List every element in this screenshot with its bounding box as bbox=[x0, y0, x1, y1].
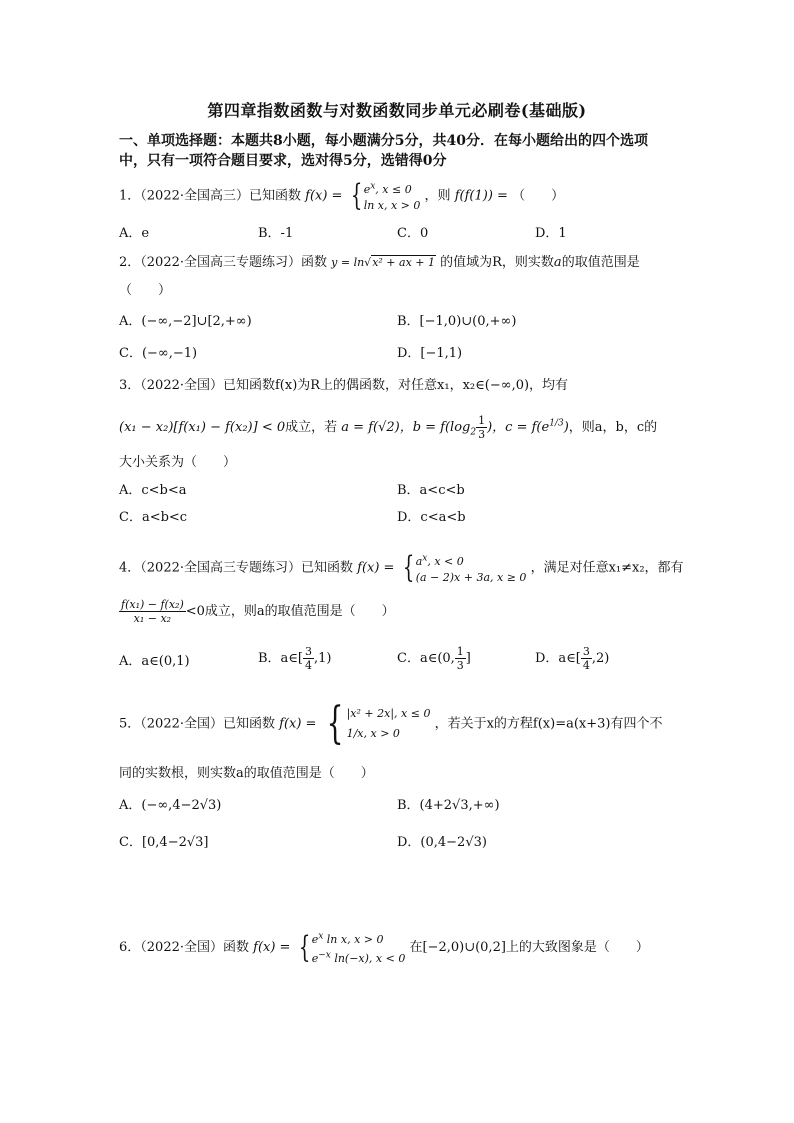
question-2-function: y = ln√x² + ax + 1 bbox=[331, 256, 435, 269]
question-1-option-a[interactable]: A．e bbox=[119, 226, 150, 241]
question-2-option-c[interactable]: C．(−∞,−1) bbox=[119, 346, 198, 361]
question-1-option-c[interactable]: C．0 bbox=[397, 226, 429, 241]
question-3-option-b[interactable]: B．a<c<b bbox=[397, 483, 465, 498]
question-2-prefix: 2．（2022·全国高三专题练习）函数 bbox=[119, 255, 327, 270]
question-4-prefix: 4．（2022·全国高三专题练习）已知函数 bbox=[119, 560, 353, 576]
question-4-stem: 4．（2022·全国高三专题练习）已知函数 f(x) = { $a^x$, x < 0 (a − 2)x + 3a, x ≥ 0 ，满足对任意x₁≠x₂，都有 bbox=[119, 549, 684, 585]
question-3-option-d[interactable]: D．c<a<b bbox=[397, 510, 466, 525]
question-3-line2: (x₁ − x₂)[f(x₁) − f(x₂)] < 0成立，若 a = f(√2)，$b = f(\log_2$ $\frac{1}{3}$ )，$c = f(e^{1/3})$，则a，b，c的 bbox=[119, 414, 658, 441]
question-1-prefix: 1．（2022·全国高三）已知函数 bbox=[119, 188, 301, 204]
question-4-option-b[interactable]: B．a∈[ $\frac{3}{4}$ ,1) bbox=[258, 645, 332, 672]
question-2-option-b[interactable]: B．[−1,0)∪(0,+∞) bbox=[397, 314, 517, 329]
question-5-stem: 5．（2022·全国）已知函数 f(x) = { |x² + 2x|, x ≤ 0 1/x, x > 0 ，若关于x的方程f(x)=a(x+3)有四个不 bbox=[119, 698, 663, 749]
question-1-piecewise: { $e^x$, x ≤ 0 ln x, x > 0 bbox=[350, 177, 421, 213]
question-2-suffix: 的值域为R，则实数 bbox=[440, 255, 554, 270]
question-4-option-a[interactable]: A．a∈(0,1) bbox=[119, 654, 190, 669]
question-4-piecewise: { $a^x$, x < 0 (a − 2)x + 3a, x ≥ 0 bbox=[402, 549, 527, 585]
question-1-option-b[interactable]: B．-1 bbox=[258, 226, 294, 241]
question-5-option-c[interactable]: C．[0,4−2√3] bbox=[119, 835, 209, 850]
question-5-prefix: 5．（2022·全国）已知函数 bbox=[119, 716, 275, 732]
question-6-suffix: 在[−2,0)∪(0,2]上的大致图象是（ ） bbox=[409, 940, 649, 956]
question-1-tail: （ ） bbox=[512, 188, 565, 204]
question-3-option-c[interactable]: C．a<b<c bbox=[119, 510, 188, 525]
section-heading-line2: 中，只有一项符合题目要求，选对得5分，选错得0分 bbox=[119, 153, 447, 169]
question-2-paren: （ ） bbox=[119, 283, 172, 298]
question-1-suffix: ，则 bbox=[424, 188, 451, 204]
question-1-stem: 1．（2022·全国高三）已知函数 f(x) = { $e^x$, x ≤ 0 ln x, x > 0 ，则 f(f(1)) = （ ） bbox=[119, 177, 565, 213]
question-3-line3: 大小关系为（ ） bbox=[119, 455, 237, 470]
question-2-option-d[interactable]: D．[−1,1) bbox=[397, 346, 463, 361]
question-4-line2: $\frac{\text{f(x₁) − f(x₂)}}{\text{x₁ − x₂}}$ <0成立，则a的取值范围是（ ） bbox=[121, 598, 395, 625]
question-2-stem: 2．（2022·全国高三专题练习）函数 y = ln√x² + ax + 1 的值域为R，则实数a的取值范围是 bbox=[119, 255, 640, 270]
question-6-prefix: 6．（2022·全国）函数 bbox=[119, 940, 249, 956]
question-4-option-d[interactable]: D．a∈[ $\frac{3}{4}$ ,2) bbox=[535, 645, 610, 672]
question-2-tail: 的取值范围是 bbox=[561, 255, 640, 270]
question-5-option-b[interactable]: B．(4+2√3,+∞) bbox=[397, 798, 500, 813]
question-1-function: f(x) = bbox=[305, 188, 343, 204]
section-heading-line1: 一、单项选择题：本题共8小题，每小题满分5分，共40分．在每小题给出的四个选项 bbox=[119, 133, 648, 149]
question-3-line1: 3．（2022·全国）已知函数f(x)为R上的偶函数，对任意x₁，x₂∈(−∞,0)，均有 bbox=[119, 378, 569, 393]
question-4-suffix: ，满足对任意x₁≠x₂，都有 bbox=[530, 560, 684, 576]
question-5-line2: 同的实数根，则实数a的取值范围是（ ） bbox=[119, 766, 374, 781]
page-title: 第四章指数函数与对数函数同步单元必刷卷(基础版) bbox=[207, 101, 587, 120]
question-5-suffix: ，若关于x的方程f(x)=a(x+3)有四个不 bbox=[434, 716, 663, 732]
question-6-piecewise: { $e^x$ ln x, x > 0 $e^{-x}$ ln(−x), x < 0 bbox=[298, 929, 406, 966]
question-4-option-c[interactable]: C．a∈(0, $\frac{1}{3}$ ] bbox=[397, 645, 471, 672]
question-1-option-d[interactable]: D．1 bbox=[535, 226, 567, 241]
question-6-stem: 6．（2022·全国）函数 f(x) = { $e^x$ ln x, x > 0 $e^{-x}$ ln(−x), x < 0 在[−2,0)∪(0,2]上的大致图象是（ ） bbox=[119, 929, 649, 966]
question-3-option-a[interactable]: A．c<b<a bbox=[119, 483, 187, 498]
question-5-option-d[interactable]: D．(0,4−2√3) bbox=[397, 835, 487, 850]
question-5-piecewise: { |x² + 2x|, x ≤ 0 1/x, x > 0 bbox=[326, 698, 431, 749]
question-5-option-a[interactable]: A．(−∞,4−2√3) bbox=[119, 798, 222, 813]
question-2-option-a[interactable]: A．(−∞,−2]∪[2,+∞) bbox=[119, 314, 252, 329]
